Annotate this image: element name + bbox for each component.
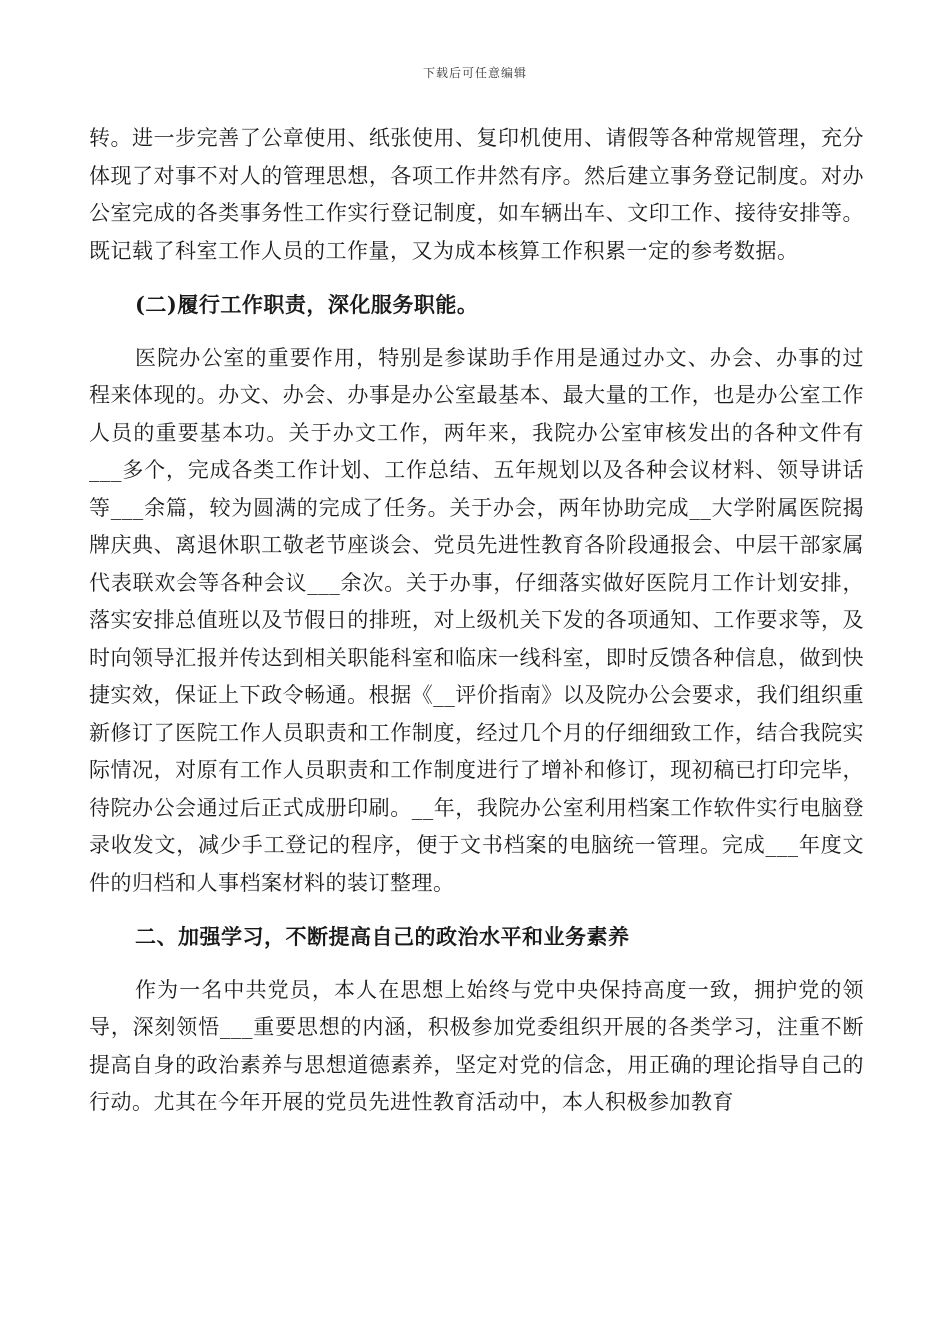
paragraph-3: 作为一名中共党员，本人在思想上始终与党中央保持高度一致，拥护党的领导，深刻领悟___重要思想的内涵，积极参加党委组织开展的各类学习，注重不断提高自身的政治素养与思想道德素养，坚定对党的信念，用正确的理论指导自己的行动。尤其在今年开展的党员先进性教育活动中，本人积极参加教育: [89, 977, 864, 1114]
document-body: [89, 120, 864, 1122]
paragraph-2: 医院办公室的重要作用，特别是参谋助手作用是通过办文、办会、办事的过程来体现的。办文、办会、办事是办公室最基本、最大量的工作，也是办公室工作人员的重要基本功。关于办文工作，两年来，我院办公室审核发出的各种文件有___多个，完成各类工作计划、工作总结、五年规划以及各种会议材料、领导讲话等___余篇，较为圆满的完成了任务。关于办会，两年协助完成__大学附属医院揭牌庆典、离退休职工敬老节座谈会、党员先进性教育各阶段通报会、中层干部家属代表联欢会等各种会议___余次。关于办事，仔细落实做好医院月工作计划安排，落实安排总值班以及节假日的排班，对上级机关下发的各项通知、工作要求等，及时向领导汇报并传达到相关职能科室和临床一线科室，即时反馈各种信息，做到快捷实效，保证上下政令畅通。根据《__评价指南》以及院办公会要求，我们组织重新修订了医院工作人员职责和工作制度，经过几个月的仔细细致工作，结合我院实际情况，对原有工作人员职责和工作制度进行了增补和修订，现初稿已打印完毕，待院办公会通过后正式成册印刷。__年，我院办公室利用档案工作软件实行电脑登录收发文，减少手工登记的程序，便于文书档案的电脑统一管理。完成___年度文件的归档和人事档案材料的装订整理。: [89, 345, 864, 895]
page-header: 下载后可任意编辑: [422, 66, 527, 80]
paragraph-1: 转。进一步完善了公章使用、纸张使用、复印机使用、请假等各种常规管理，充分体现了对事不对人的管理思想，各项工作井然有序。然后建立事务登记制度。对办公室完成的各类事务性工作实行登记制度，如车辆出车、文印工作、接待安排等。既记载了科室工作人员的工作量，又为成本核算工作积累一定的参考数据。: [89, 126, 864, 263]
section-heading-2-2: (二)履行工作职责，深化服务职能。: [135, 292, 479, 317]
section-heading-2: 二、加强学习，不断提高自己的政治水平和业务素养: [135, 924, 630, 949]
